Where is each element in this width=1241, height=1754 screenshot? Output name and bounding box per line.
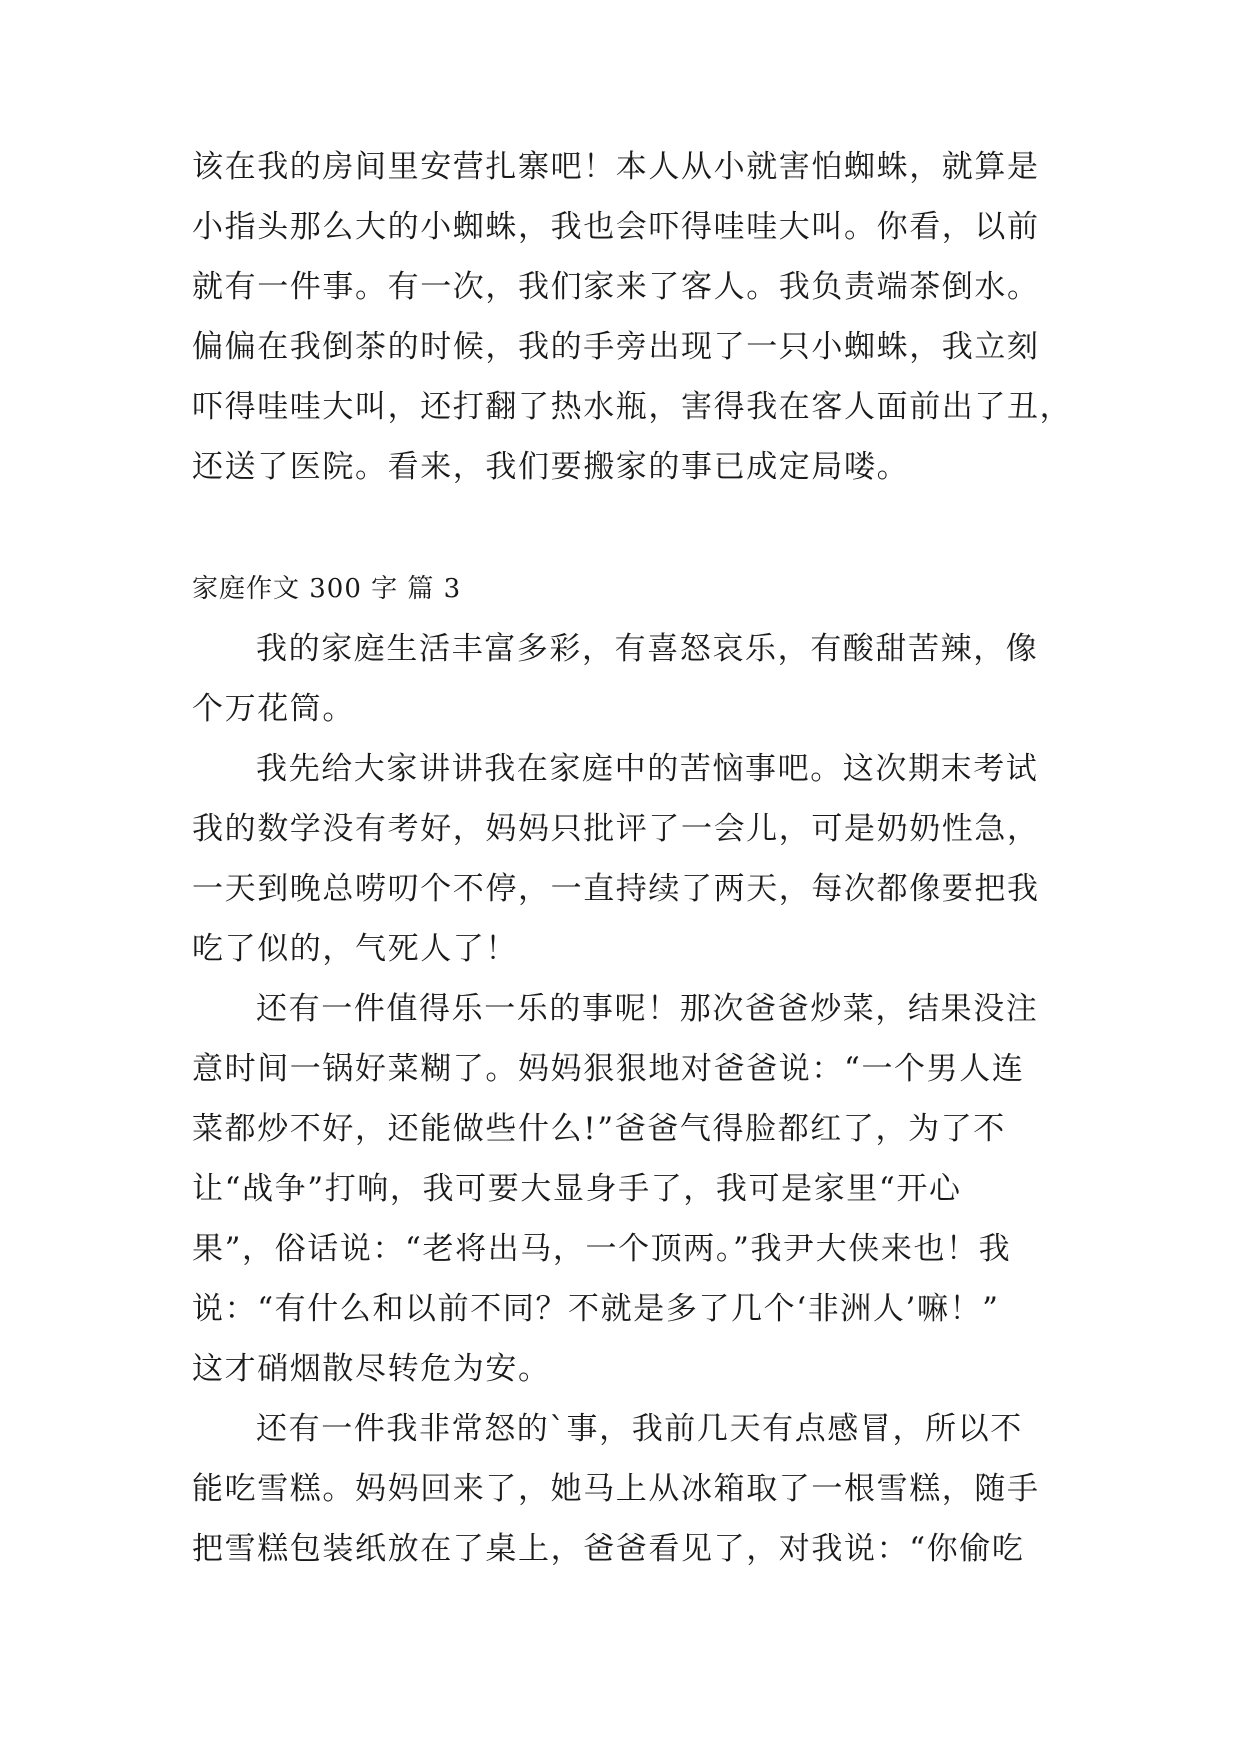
text-line: 偏偏在我倒茶的时候，我的手旁出现了一只小蜘蛛，我立刻 — [192, 329, 1040, 365]
text-line: 把雪糕包装纸放在了桌上，爸爸看见了，对我说：“你偷吃 — [192, 1531, 1025, 1567]
text-line: 能吃雪糕。妈妈回来了，她马上从冰箱取了一根雪糕，随手 — [192, 1471, 1040, 1507]
text-line: 我先给大家讲讲我在家庭中的苦恼事吧。这次期末考试 — [256, 751, 1039, 787]
text-line: 还送了医院。看来，我们要搬家的事已成定局喽。 — [192, 449, 910, 485]
text-line: 让“战争”打响，我可要大显身手了，我可是家里“开心 — [192, 1171, 962, 1207]
text-line: 该在我的房间里安营扎寨吧！本人从小就害怕蜘蛛，就算是 — [192, 149, 1040, 185]
text-line: 就有一件事。有一次，我们家来了客人。我负责端茶倒水。 — [192, 269, 1040, 305]
text-line: 吃了似的，气死人了！ — [192, 931, 518, 967]
text-line: 一天到晚总唠叨个不停，一直持续了两天，每次都像要把我 — [192, 871, 1040, 907]
text-line: 菜都炒不好，还能做些什么!”爸爸气得脸都红了，为了不 — [192, 1111, 1006, 1147]
text-line: 意时间一锅好菜糊了。妈妈狠狠地对爸爸说：“一个男人连 — [192, 1051, 1025, 1087]
text-line: 小指头那么大的小蜘蛛，我也会吓得哇哇大叫。你看，以前 — [192, 209, 1040, 245]
section-title: 家庭作文 300 字 篇 3 — [192, 574, 462, 604]
text-line: 我的家庭生活丰富多彩，有喜怒哀乐，有酸甜苦辣，像 — [256, 631, 1039, 667]
text-line: 果”，俗话说：“老将出马，一个顶两。”我尹大侠来也！我 — [192, 1231, 1012, 1267]
text-line: 吓得哇哇大叫，还打翻了热水瓶，害得我在客人面前出了丑， — [192, 389, 1073, 425]
text-line: 还有一件我非常怒的`事，我前几天有点感冒，所以不 — [256, 1411, 1023, 1447]
text-line: 我的数学没有考好，妈妈只批评了一会儿，可是奶奶性急， — [192, 811, 1040, 847]
text-line: 还有一件值得乐一乐的事呢！那次爸爸炒菜，结果没注 — [256, 991, 1039, 1027]
text-line: 说：“有什么和以前不同？不就是多了几个‘非洲人’嘛！” — [192, 1291, 1000, 1327]
text-line: 这才硝烟散尽转危为安。 — [192, 1351, 551, 1387]
text-line: 个万花筒。 — [192, 691, 355, 727]
